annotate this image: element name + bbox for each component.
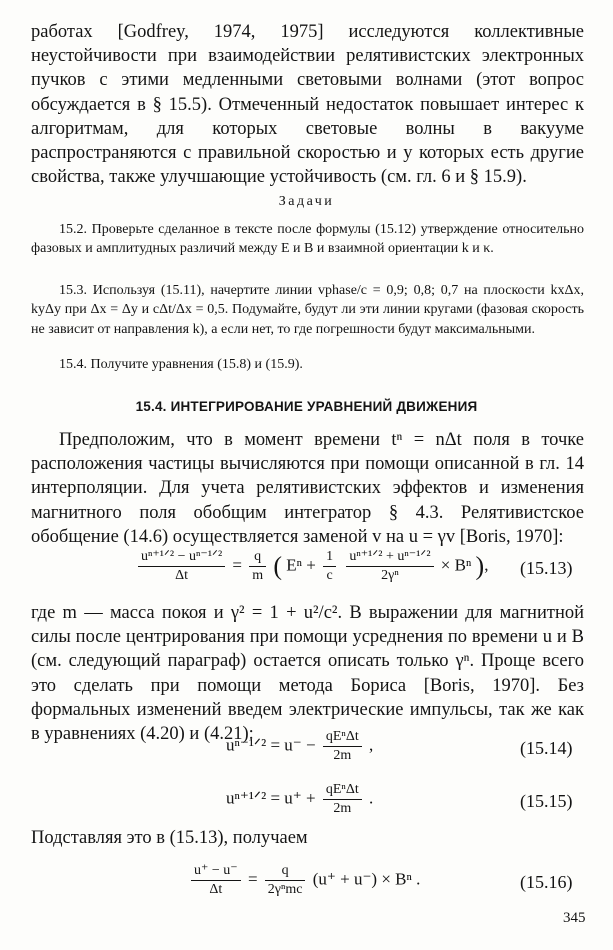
eq14-lhs: uⁿ⁻¹ᐟ² = u⁻ − xyxy=(226,735,316,755)
eq13-equals: = xyxy=(232,555,242,575)
paragraph-suppose: Предположим, что в момент времени tⁿ = nΔt поля в точке расположения частицы вычисляются при помощи описанной в гл. 14 интерполяции. Для учета релятивистских эффектов и изменения магнитного поля обобщим интегратор § 4.3. Релятивистское обобщение (14.6) осуществляется заменой v на u = γv [Boris, 1970]: xyxy=(31,430,584,547)
eq16-q: q xyxy=(265,862,306,881)
eq16-lhs-den: Δt xyxy=(209,882,223,897)
eq15-num: qEⁿΔt xyxy=(323,781,362,800)
eq13-lhs-num: uⁿ⁺¹ᐟ² − uⁿ⁻¹ᐟ² xyxy=(138,548,225,567)
eq13-q: q xyxy=(249,548,266,567)
equation-15-16 xyxy=(0,862,613,902)
eq13-lhs-fraction xyxy=(138,548,225,585)
eq16-tail: (u⁺ + u⁻) × Bⁿ . xyxy=(312,869,421,889)
paragraph-substituting: Подставляя это в (15.13), получаем xyxy=(31,828,308,848)
eq16-lhs-num: u⁺ − u⁻ xyxy=(191,862,241,881)
intro-paragraph: работах [Godfrey, 1974, 1975] исследуются коллективные неустойчивости при взаимодействии релятивистских электронных пучков с этими медленными световыми волнами (этот вопрос обсуждается в § 15.5). Отмеченный недостаток повышает интерес к алгоритмам, для которых световые волны в вакууме распространяются с правильной скоростью и у которых есть другие свойства, также улучшающие устойчивость (см. гл. 6 и § 15.9). xyxy=(31,22,584,188)
task-15-4: 15.4. Получите уравнения (15.8) и (15.9). xyxy=(59,357,303,372)
page-number: 345 xyxy=(563,910,586,926)
eq15-lhs: uⁿ⁺¹ᐟ² = u⁺ + xyxy=(226,788,316,808)
paragraph-where: где m — масса покоя и γ² = 1 + u²/c². В выражении для магнитной силы после центрирования при помощи усреднения по времени u и B (см. следующий параграф) остается описать только γⁿ. Проще всего это сделать при помощи метода Бориса [Boris, 1970]. Без формальных изменений введем электрические импульсы, так же как в уравнениях (4.20) и (4.21): xyxy=(31,603,584,745)
eq13-cross-b: × Bⁿ xyxy=(440,555,472,575)
eq15-number: (15.15) xyxy=(520,791,573,811)
eq13-close-paren: ) xyxy=(475,551,485,581)
eq14-num: qEⁿΔt xyxy=(323,728,362,747)
section-heading: 15.4. ИНТЕГРИРОВАНИЕ УРАВНЕНИЙ ДВИЖЕНИЯ xyxy=(135,399,478,414)
eq13-charge-mass xyxy=(249,548,266,585)
eq13-c: c xyxy=(326,568,333,583)
tasks-heading: Задачи xyxy=(278,194,335,209)
eq14-fraction xyxy=(323,728,362,765)
eq15-den: 2m xyxy=(333,801,352,816)
task-15-2: 15.2. Проверьте сделанное в тексте после формулы (15.12) утверждение относительно фазовых и амплитудных различий между E и B и взаимной ориентации k и κ. xyxy=(31,222,584,257)
eq13-m: m xyxy=(252,568,264,583)
task-15-3: 15.3. Используя (15.11), начертите линии vphase/c = 0,9; 0,8; 0,7 на плоскости kxΔx, kyΔy при Δx = Δy и cΔt/Δx = 0,5. Подумайте, будут ли эти линии кругами (фазовая скорость не зависит от направления k), а если нет, то где погрешности будут максимальными. xyxy=(31,283,584,337)
equation-15-13 xyxy=(0,548,613,588)
eq14-number: (15.14) xyxy=(520,738,573,758)
equation-15-15 xyxy=(0,781,613,821)
eq13-average-num: uⁿ⁺¹ᐟ² + uⁿ⁻¹ᐟ² xyxy=(346,548,433,567)
eq13-one: 1 xyxy=(323,548,336,567)
eq13-open-paren: ( xyxy=(273,551,283,581)
eq13-number: (15.13) xyxy=(520,558,573,578)
eq16-lhs-fraction xyxy=(191,862,241,899)
eq13-comma: , xyxy=(484,555,489,575)
eq16-den: 2γⁿmc xyxy=(267,882,303,897)
eq13-lhs-den: Δt xyxy=(175,568,189,583)
eq16-equals: = xyxy=(247,869,258,889)
eq14-den: 2m xyxy=(333,748,352,763)
eq13-average-den: 2γⁿ xyxy=(381,568,399,583)
eq16-charge-fraction xyxy=(265,862,306,899)
eq15-tail: . xyxy=(368,788,374,808)
eq15-fraction xyxy=(323,781,362,818)
equation-15-14 xyxy=(0,728,613,768)
eq13-average-fraction xyxy=(346,548,433,585)
eq13-e-term: Eⁿ + xyxy=(286,555,316,575)
eq16-number: (15.16) xyxy=(520,872,573,892)
eq13-one-over-c xyxy=(323,548,336,585)
eq14-tail: , xyxy=(368,735,374,755)
